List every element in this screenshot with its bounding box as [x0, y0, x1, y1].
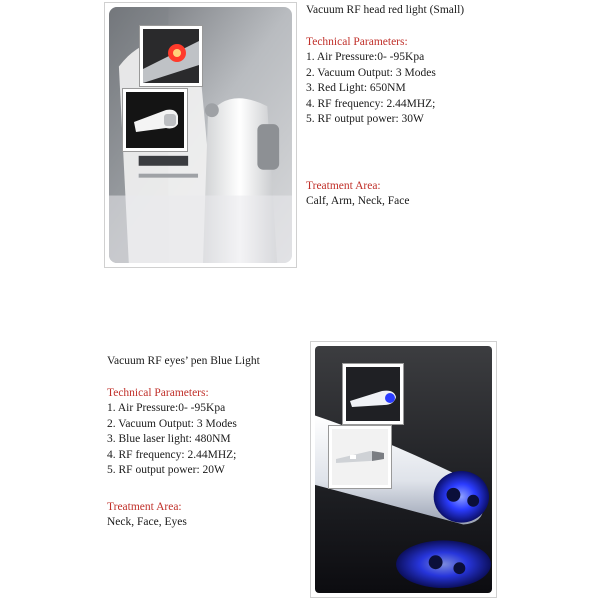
param-item: 3. Blue laser light: 480NM — [107, 433, 231, 445]
product-1-area-heading: Treatment Area: — [306, 179, 381, 192]
pen-tip-closeup-inset — [329, 426, 391, 488]
product-1-params-list — [306, 50, 591, 128]
param-item: 4. RF frequency: 2.44MHZ; — [306, 97, 436, 110]
handpiece-closeup-inset — [123, 89, 187, 151]
product-photo-red-light — [104, 2, 297, 268]
param-item: 2. Vacuum Output: 3 Modes — [107, 417, 237, 430]
product-1-params-heading: Technical Parameters: — [306, 35, 408, 48]
product-photo-blue-light — [310, 341, 497, 598]
product-1-details — [306, 3, 591, 210]
product-2-area-heading: Treatment Area: — [107, 500, 182, 513]
red-light-closeup-inset — [140, 26, 202, 86]
param-item: 2. Vacuum Output: 3 Modes — [306, 66, 436, 79]
param-item: 1. Air Pressure:0- -95Kpa — [107, 402, 226, 414]
param-item: 4. RF frequency: 2.44MHZ; — [107, 448, 237, 461]
product-2-params-list — [107, 401, 302, 479]
param-item: 1. Air Pressure:0- -95Kpa — [306, 51, 425, 63]
product-2-title: Vacuum RF eyes’ pen Blue Light — [107, 355, 260, 367]
product-2-area: Neck, Face, Eyes — [107, 516, 187, 528]
param-item: 5. RF output power: 20W — [107, 464, 225, 476]
param-item: 3. Red Light: 650NM — [306, 82, 406, 94]
product-1-area: Calf, Arm, Neck, Face — [306, 195, 410, 207]
blue-pen-closeup-inset — [343, 364, 403, 424]
product-2-params-heading: Technical Parameters: — [107, 386, 209, 399]
param-item: 5. RF output power: 30W — [306, 113, 424, 125]
product-1-title: Vacuum RF head red light (Small) — [306, 4, 465, 16]
product-2-details — [107, 354, 302, 531]
